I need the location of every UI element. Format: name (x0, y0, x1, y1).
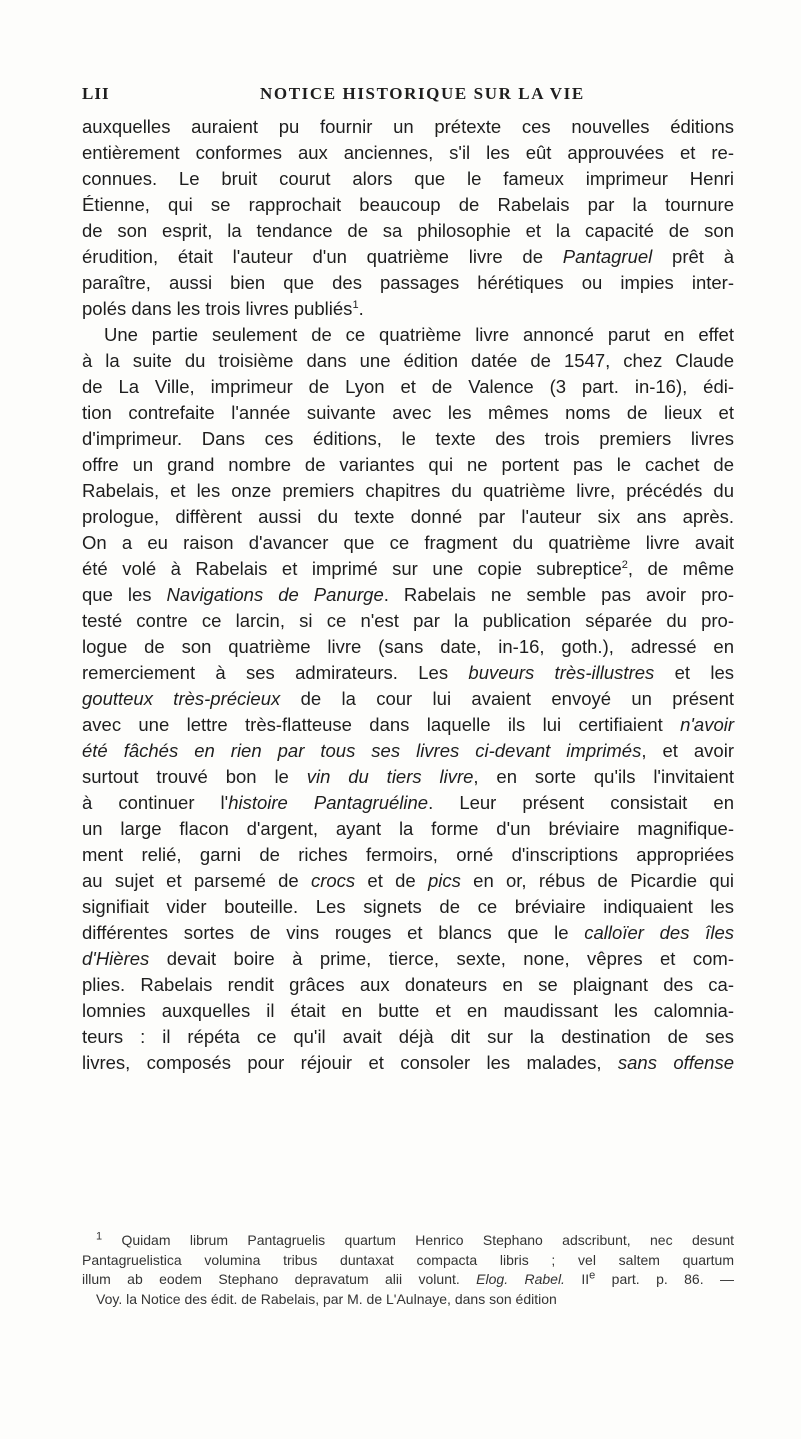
text-line: érudition, était l'auteur d'un quatrième livre de Pantagruel prêt à (82, 246, 735, 267)
text-line: polés dans les trois livres publiés$^1$. (82, 298, 364, 319)
footnote-line: $^1$ Quidam librum Pantagruelis quartum Henrico Stephano adscribunt, nec desunt (96, 1230, 734, 1248)
text-line: On a eu raison d'avancer que ce fragment du quatrième livre avait (82, 532, 734, 553)
text-line: un large flacon d'argent, ayant la forme d'un bréviaire magnifique- (82, 818, 734, 839)
text-line: été fâchés en rien par tous ses livres ci-devant imprimés, et avoir (82, 740, 734, 761)
text-line: entièrement conformes aux anciennes, s'il les eût approuvées et re- (82, 142, 734, 163)
text-line: été volé à Rabelais et imprimé sur une copie subreptice$^2$, de même (82, 558, 735, 579)
text-line: d'Hières devait boire à prime, tierce, sexte, none, vêpres et com- (82, 948, 734, 969)
text-line: de La Ville, imprimeur de Lyon et de Valence (3 part. in-16), édi- (82, 376, 734, 397)
text-line: Étienne, qui se rapprochait beaucoup de Rabelais par la tournure (82, 194, 734, 215)
text-line: auxquelles auraient pu fournir un prétexte ces nouvelles éditions (82, 116, 734, 137)
text-line: surtout trouvé bon le vin du tiers livre, en sorte qu'ils l'invitaient (82, 766, 734, 787)
text-line: goutteux très-précieux de la cour lui avaient envoyé un présent (82, 688, 735, 709)
text-line: ment relié, garni de riches fermoirs, orné d'inscriptions appropriées (82, 844, 734, 865)
text-line: que les Navigations de Panurge. Rabelais ne semble pas avoir pro- (82, 584, 735, 605)
footnote-line: illum ab eodem Stephano depravatum alii volunt. Elog. Rabel. IIe part. p. 86. — (82, 1269, 734, 1287)
text-line: teurs : il répéta ce qu'il avait déjà dit sur la destination de ses (82, 1026, 734, 1047)
text-line: paraître, aussi bien que des passages hérétiques ou impies inter- (82, 272, 734, 293)
text-line: lomnies auxquelles il était en butte et en maudissant les calomnia- (82, 1000, 734, 1021)
text-line: Rabelais, et les onze premiers chapitres du quatrième livre, précédés du (82, 480, 734, 501)
text-line: tion contrefaite l'année suivante avec les mêmes noms de lieux et (82, 402, 734, 423)
running-title: NOTICE HISTORIQUE SUR LA VIE (260, 84, 585, 103)
page-header (82, 84, 734, 108)
text-line: de son esprit, la tendance de sa philosophie et la capacité de son (82, 220, 734, 241)
text-line: à continuer l'histoire Pantagruéline. Leur présent consistait en (82, 792, 734, 813)
text-line: livres, composés pour réjouir et consoler les malades, sans offense (82, 1052, 734, 1073)
footnote-line: Pantagruelistica volumina tribus duntaxat compacta libris ; vel saltem quartum (82, 1251, 734, 1268)
text-line: logue de son quatrième livre (sans date, in-16, goth.), adressé en (82, 636, 734, 657)
page-number: LII (82, 84, 110, 103)
text-line: avec une lettre très-flatteuse dans laquelle ils lui certifiaient n'avoir (82, 714, 734, 735)
text-line: Une partie seulement de ce quatrième livre annoncé parut en effet (104, 324, 734, 345)
text-line: au sujet et parsemé de crocs et de pics en or, rébus de Picardie qui (82, 870, 734, 891)
text-line: remerciement à ses admirateurs. Les buveurs très-illustres et les (82, 662, 735, 683)
body-text (82, 114, 734, 1076)
text-line: prologue, diffèrent aussi du texte donné par l'auteur six ans après. (82, 506, 734, 527)
text-line: à la suite du troisième dans une édition datée de 1547, chez Claude (82, 350, 734, 371)
text-line: connues. Le bruit courut alors que le fameux imprimeur Henri (82, 168, 734, 189)
text-line: plies. Rabelais rendit grâces aux donateurs en se plaignant des ca- (82, 974, 734, 995)
footnote-line: Voy. la Notice des édit. de Rabelais, par M. de L'Aulnaye, dans son édition (96, 1290, 557, 1307)
footnotes (82, 1231, 734, 1309)
text-line: différentes sortes de vins rouges et blancs que le calloïer des îles (82, 922, 734, 943)
text-line: testé contre ce larcin, si ce n'est par la publication séparée du pro- (82, 610, 734, 631)
text-line: d'imprimeur. Dans ces éditions, le texte des trois premiers livres (82, 428, 734, 449)
text-line: offre un grand nombre de variantes qui ne portent pas le cachet de (82, 454, 734, 475)
text-line: signifiait vider bouteille. Les signets de ce bréviaire indiquaient les (82, 896, 734, 917)
